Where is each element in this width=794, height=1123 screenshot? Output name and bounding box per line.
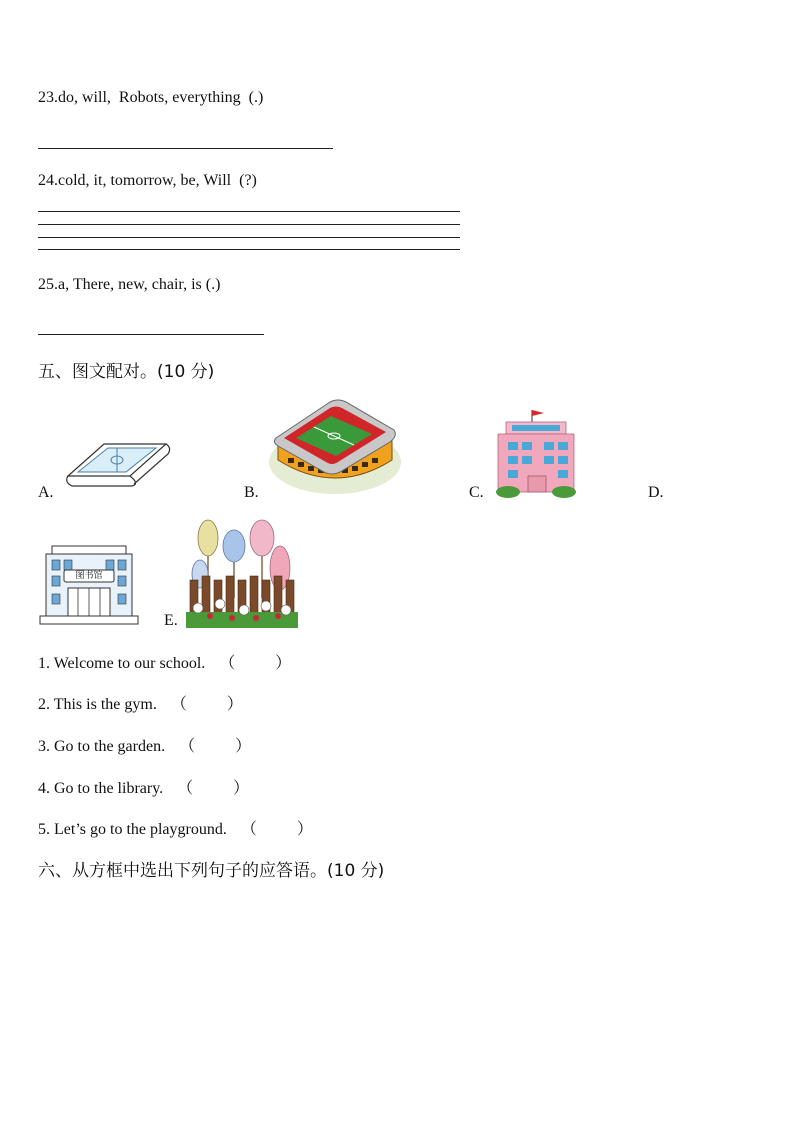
label-a: A. [38, 484, 54, 501]
school-image [494, 406, 580, 498]
answer-line[interactable] [38, 334, 264, 335]
answer-blank[interactable]: （ ） [219, 655, 292, 672]
match-sentence-4 [38, 775, 249, 798]
sentence-text: 4. Go to the library. [38, 780, 164, 797]
question-25 [38, 275, 220, 295]
sentence-text: 5. Let’s go to the playground. [38, 821, 227, 838]
answer-line[interactable] [38, 224, 460, 225]
match-sentence-2 [38, 691, 243, 714]
label-c: C. [469, 484, 484, 501]
label-b: B. [244, 484, 259, 501]
question-number: 25. [38, 276, 58, 293]
question-23 [38, 88, 263, 108]
sentence-text: 2. This is the gym. [38, 696, 157, 713]
answer-line[interactable] [38, 148, 333, 149]
answer-line[interactable] [38, 211, 460, 212]
answer-blank[interactable]: （ ） [179, 738, 252, 755]
match-sentence-3 [38, 733, 251, 756]
question-number: 24. [38, 172, 58, 189]
question-text: do, will, Robots, everything (.) [58, 89, 264, 106]
question-number: 23. [38, 89, 58, 106]
library-sign: 图书馆 [75, 571, 103, 581]
section-5-title: 五、图文配对。(10 分) [38, 362, 215, 382]
question-text: a, There, new, chair, is (.) [58, 276, 221, 293]
playground-image [60, 430, 172, 492]
stadium-image [268, 396, 402, 500]
match-sentence-5 [38, 816, 313, 839]
library-image [38, 544, 140, 626]
answer-line[interactable] [38, 249, 460, 250]
garden-image [186, 518, 298, 628]
sentence-text: 1. Welcome to our school. [38, 655, 206, 672]
answer-blank[interactable]: （ ） [170, 696, 243, 713]
section-6-title: 六、从方框中选出下列句子的应答语。(10 分) [38, 861, 385, 881]
answer-blank[interactable]: （ ） [177, 780, 250, 797]
answer-line[interactable] [38, 237, 460, 238]
question-24 [38, 171, 257, 191]
match-sentence-1 [38, 650, 291, 673]
label-e: E. [164, 612, 178, 629]
sentence-text: 3. Go to the garden. [38, 738, 166, 755]
label-d: D. [648, 484, 664, 501]
question-text: cold, it, tomorrow, be, Will (?) [58, 172, 257, 189]
answer-blank[interactable]: （ ） [240, 821, 313, 838]
